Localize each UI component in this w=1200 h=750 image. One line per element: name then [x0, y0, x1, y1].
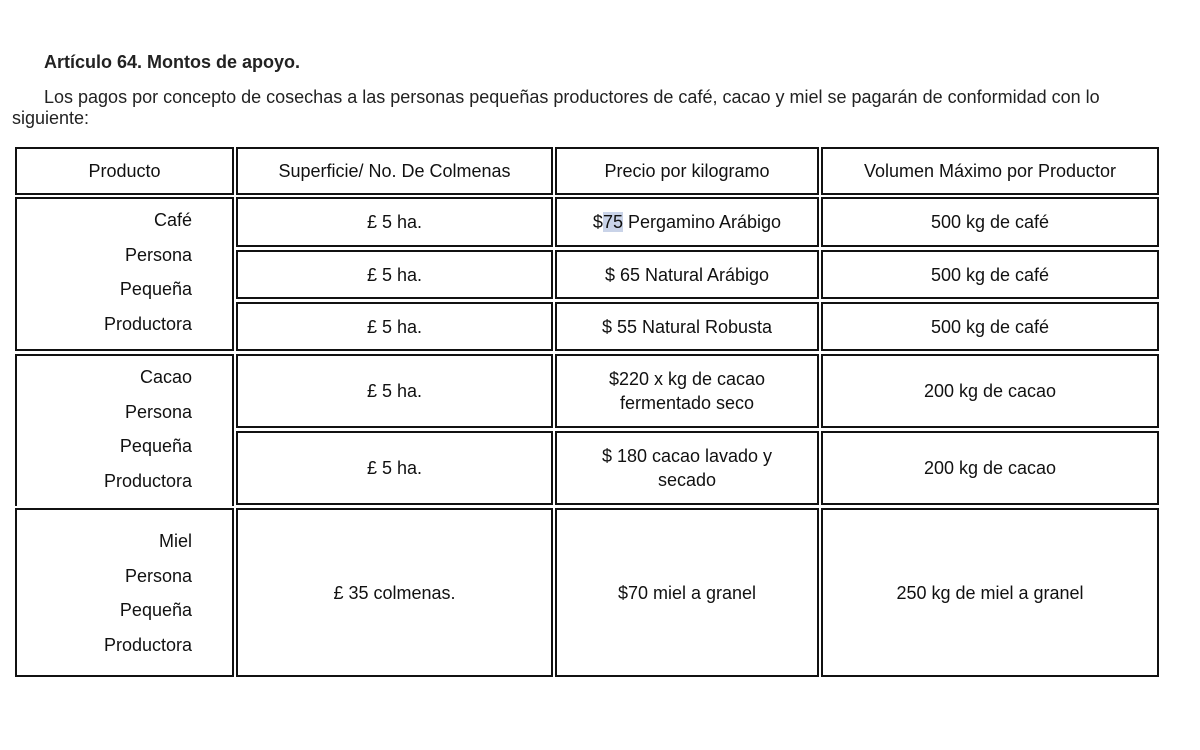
superficie-value: £ 5 ha.: [366, 381, 423, 401]
product-line: Pequeña: [119, 279, 192, 299]
product-line: Persona: [124, 244, 192, 265]
volumen-value: 200 kg de cacao: [923, 381, 1057, 401]
product-line: Persona: [124, 565, 192, 586]
header-superficie-label: Superficie/ No. De Colmenas: [278, 161, 511, 181]
superficie-value: £ 5 ha.: [366, 264, 423, 285]
superficie-cell: [236, 197, 553, 247]
header-producto-label: Producto: [88, 161, 161, 181]
precio-value: $70 miel a granel: [617, 582, 757, 603]
article-paragraph: Los pagos por concepto de cosechas a las personas pequeñas productores de café, cacao y miel se pagarán de conformidad con lo siguiente:: [12, 87, 1100, 128]
superficie-cell: [236, 302, 553, 351]
superficie-value: £ 5 ha.: [366, 458, 423, 478]
selected-text-highlight[interactable]: 75: [602, 212, 623, 232]
product-cell-cacao: [15, 354, 234, 506]
volumen-cell: [821, 302, 1159, 351]
product-line: Pequeña: [119, 436, 192, 456]
superficie-cell: [236, 354, 553, 428]
currency-symbol: $: [592, 212, 603, 232]
product-line: Persona: [124, 401, 192, 422]
product-line: Productora: [103, 470, 192, 491]
superficie-value: £ 5 ha.: [366, 212, 423, 232]
volumen-value: 500 kg de café: [930, 264, 1050, 285]
precio-value: $ 55 Natural Robusta: [601, 316, 773, 337]
header-superficie: [236, 147, 553, 195]
precio-value-line: $ 180 cacao lavado y: [601, 446, 773, 466]
product-cell-cafe: [15, 197, 234, 351]
volumen-cell: [821, 431, 1159, 505]
volumen-value: 250 kg de miel a granel: [896, 582, 1084, 603]
header-precio: [555, 147, 819, 195]
product-cell-miel: [15, 508, 234, 677]
superficie-cell: [236, 250, 553, 299]
volumen-cell: [821, 250, 1159, 299]
precio-value: $ 65 Natural Arábigo: [604, 264, 770, 285]
precio-cell: [555, 197, 819, 247]
superficie-cell: [236, 431, 553, 505]
product-line: Productora: [103, 313, 192, 334]
product-line: Café: [153, 210, 192, 230]
precio-cell: [555, 431, 819, 505]
precio-value: [593, 210, 781, 234]
volumen-value: 500 kg de café: [930, 316, 1050, 337]
product-line: Pequeña: [119, 600, 192, 620]
volumen-cell: [821, 508, 1159, 677]
precio-cell: [555, 508, 819, 677]
superficie-value: £ 5 ha.: [366, 316, 423, 337]
superficie-value: £ 35 colmenas.: [333, 582, 456, 603]
volumen-cell: [821, 354, 1159, 428]
superficie-cell: [236, 508, 553, 677]
volumen-value: 500 kg de café: [930, 212, 1050, 232]
header-producto: [15, 147, 234, 195]
product-line: Miel: [158, 531, 192, 551]
precio-description: Pergamino Arábigo: [622, 212, 782, 232]
precio-cell: [555, 250, 819, 299]
precio-value-line: secado: [657, 470, 717, 490]
volumen-cell: [821, 197, 1159, 247]
header-volumen: [821, 147, 1159, 195]
product-line: Cacao: [139, 367, 192, 387]
volumen-value: 200 kg de cacao: [923, 458, 1057, 478]
precio-value-line: $220 x kg de cacao: [608, 369, 766, 389]
header-volumen-label: Volumen Máximo por Productor: [863, 161, 1117, 181]
precio-cell: [555, 354, 819, 428]
article-heading: Artículo 64. Montos de apoyo.: [44, 52, 301, 72]
header-precio-label: Precio por kilogramo: [604, 161, 770, 181]
precio-value-line: fermentado seco: [619, 393, 755, 413]
product-line: Productora: [103, 634, 192, 655]
precio-cell: [555, 302, 819, 351]
